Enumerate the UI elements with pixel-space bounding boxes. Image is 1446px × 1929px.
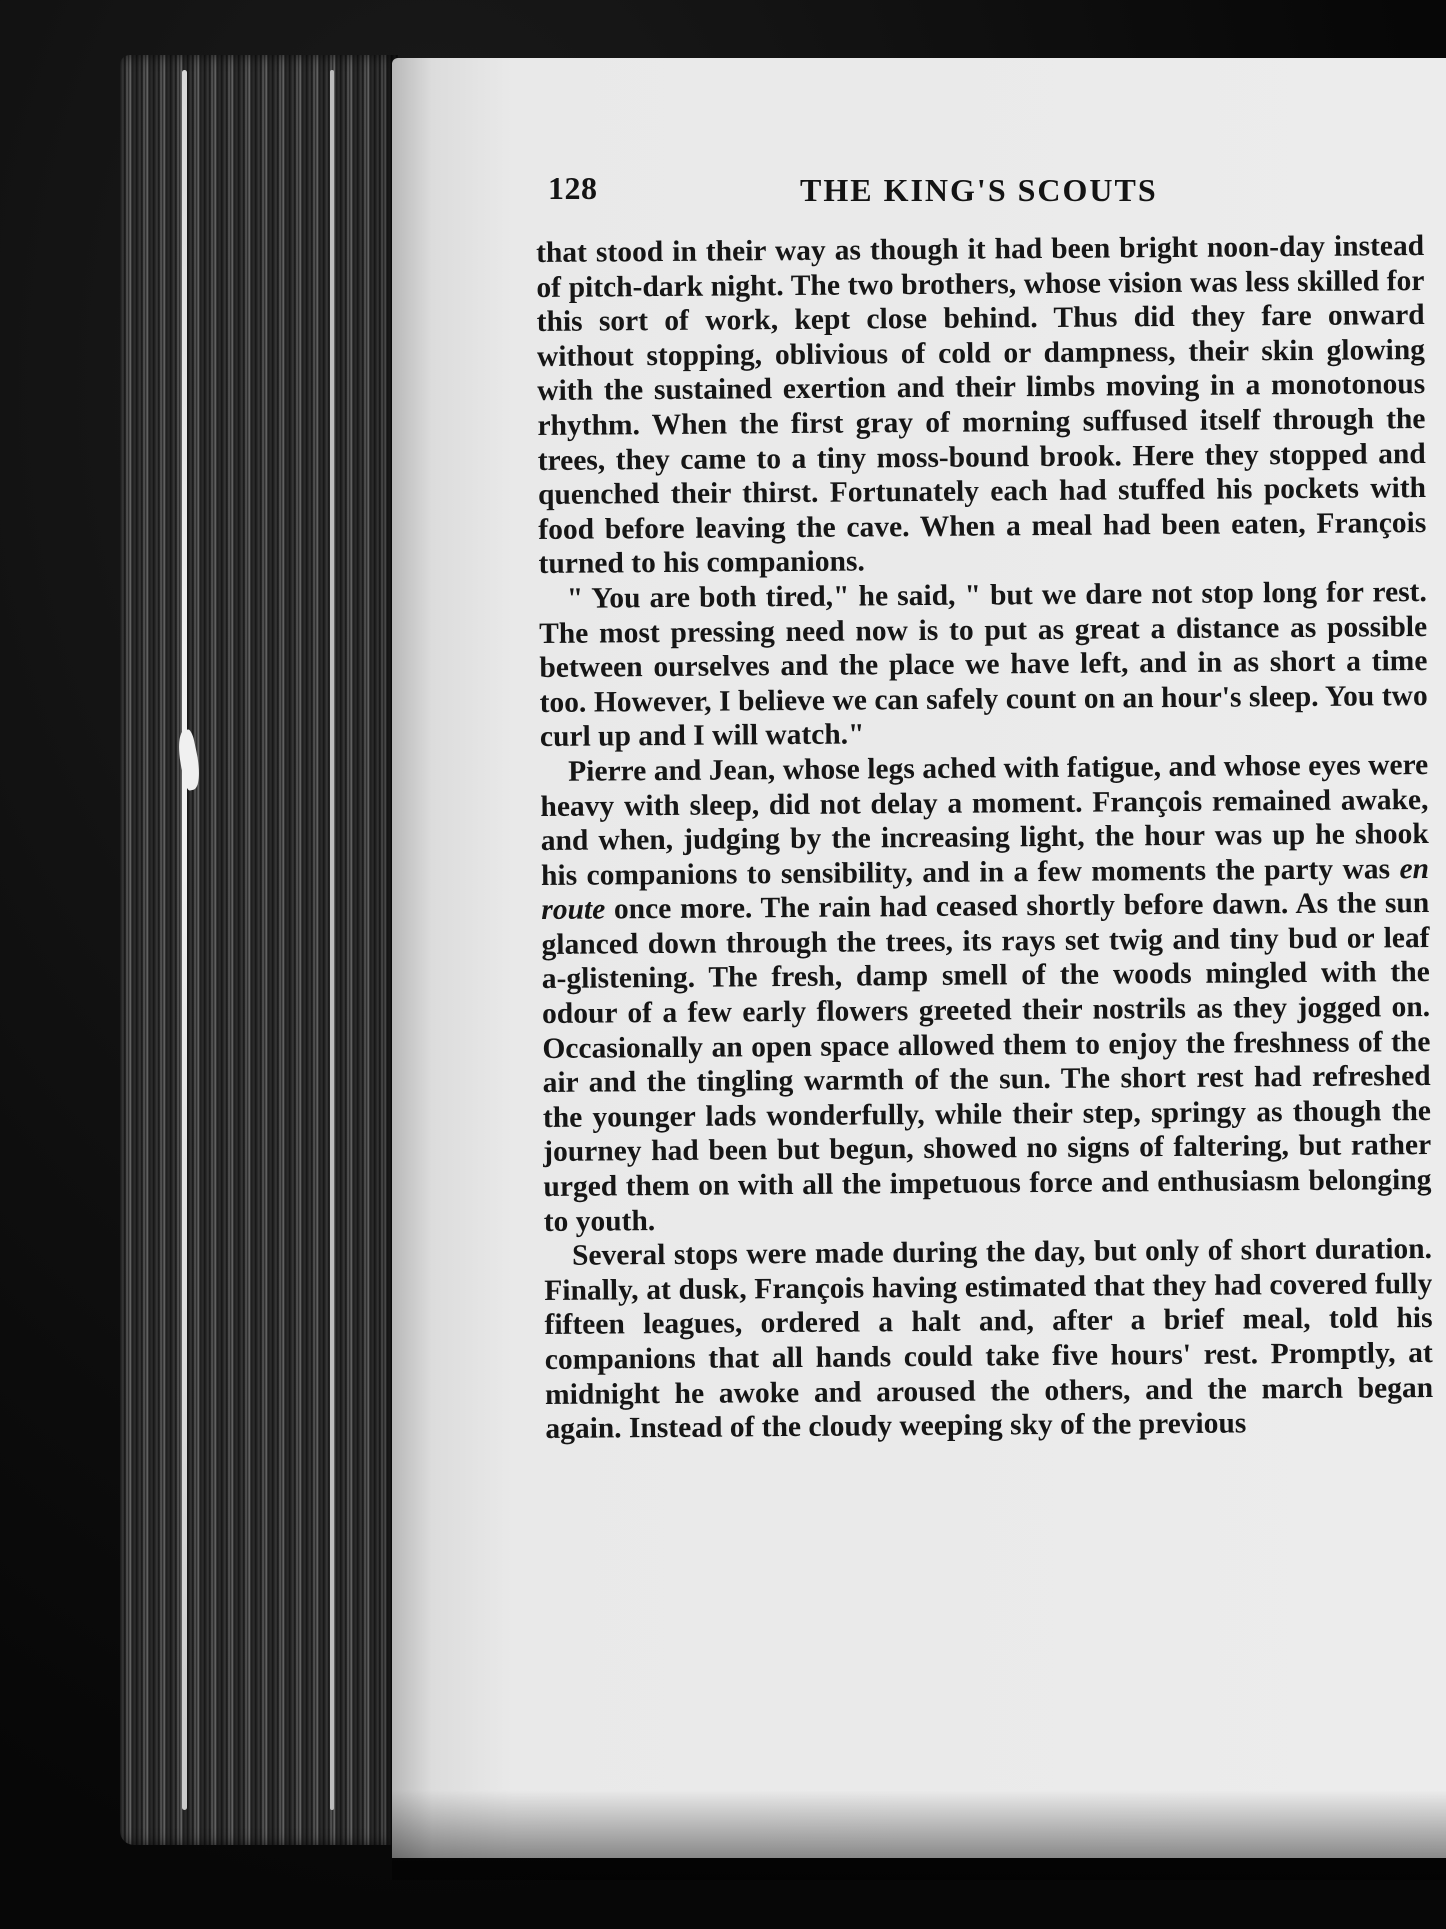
- page-edge-highlight: [330, 70, 334, 1810]
- book-page-edges: [120, 55, 398, 1845]
- paragraph-text: once more. The rain had ceased shortly before dawn. As the sun glanced down through the trees, its rays set twig and tiny bud or leaf a-glistening. The fresh, damp smell of the woods mingled with the odour of a few early flowers greeted their nostrils as they jogged on. Occasionally an open space allowed them to enjoy the freshness of the air and the tingling warmth of the sun. The short rest had refreshed the younger lads wonderfully, while their step, springy as though the journey had been but begun, showed no signs of faltering, but rather urged them on with all the impetuous force and enthusiasm belonging to youth.: [541, 887, 1432, 1238]
- paragraph: Several stops were made during the day, but only of short duration. Finally, at dusk, François having estimated that they had covered fully fifteen leagues, ordered a halt and, after a brief meal, told his companions that all hands could take five hours' rest. Promptly, at midnight he awoke and aroused the others, and the march began again. Instead of the cloudy weeping sky of the previous: [544, 1233, 1434, 1446]
- paragraph: [540, 748, 1432, 1239]
- page-number: 128: [548, 170, 598, 206]
- page-bottom-shadow: [392, 1790, 1446, 1880]
- paragraph: " You are both tired," he said, " but we dare not stop long for rest. The most pressing need now is to put as great a distance as possible between ourselves and the place we have left, and in as short a time too. However, I believe we can safely count on an hour's sleep. You two curl up and I will watch.": [538, 575, 1428, 754]
- paragraph-text: Pierre and Jean, whose legs ached with fatigue, and whose eyes were heavy with sleep, did not delay a moment. François remained awake, and when, judging by the increasing light, the hour was up he shook his companions to sensibility, and in a few moments the party was: [540, 748, 1429, 892]
- page-edge-highlight: [182, 70, 187, 1810]
- running-title: THE KING'S SCOUTS: [800, 172, 1158, 208]
- body-text: [536, 229, 1433, 1447]
- italic-phrase: en route: [541, 852, 1430, 927]
- paragraph: that stood in their way as though it had been bright noon-day instead of pitch-dark night. The two brothers, whose vision was less skilled for this sort of work, kept close behind. Thus did they fare onward without stopping, oblivious of cold or dampness, their skin glowing with the sustained exertion and their limbs moving in a monotonous rhythm. When the first gray of morning suffused itself through the trees, they came to a tiny moss-bound brook. Here they stopped and quenched their thirst. Fortunately each had stuffed his pockets with food before leaving the cave. When a meal had been eaten, François turned to his companions.: [536, 230, 1427, 581]
- page-header: [548, 170, 1428, 214]
